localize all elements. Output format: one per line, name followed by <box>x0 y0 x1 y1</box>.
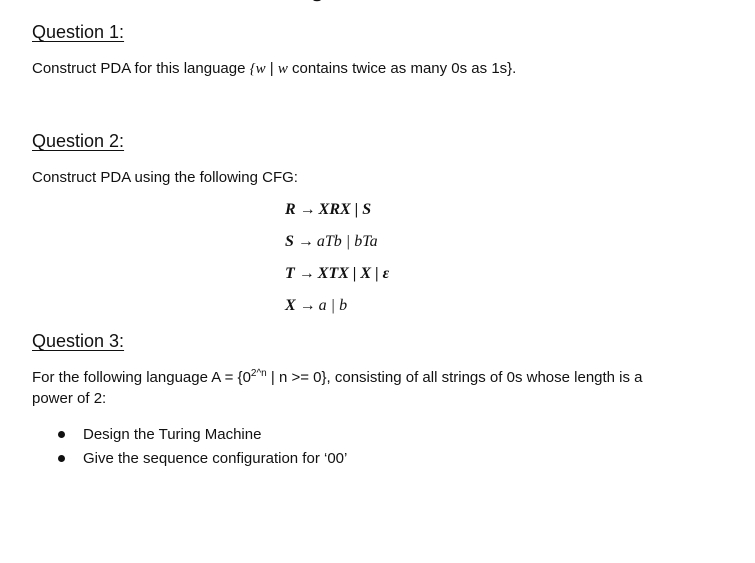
rule-rhs: aTb | bTa <box>316 233 378 250</box>
question-2-intro: Construct PDA using the following CFG: <box>32 169 298 186</box>
arrow-icon: → <box>299 297 316 314</box>
list-item <box>52 449 347 473</box>
arrow-icon: → <box>298 265 315 282</box>
q3-text-line2: power of 2: <box>32 390 107 407</box>
question-2-heading: Question 2: <box>32 131 125 151</box>
q1-text-end: }. <box>507 60 517 77</box>
rule-lhs: S <box>285 233 294 250</box>
arrow-icon: → <box>299 201 316 218</box>
q3-text-post: | n >= 0}, consisting of all strings of 0s whose length is a <box>266 369 643 386</box>
cfg-rule-t <box>285 265 389 283</box>
rule-rhs: a | b <box>318 297 348 314</box>
question-1-text <box>32 58 516 80</box>
list-item <box>52 425 347 449</box>
cfg-rule-x <box>285 297 347 315</box>
arrow-icon: → <box>297 233 314 250</box>
q1-text-pre: Construct PDA for this language <box>32 60 250 77</box>
rule-rhs: XRX | S <box>318 201 372 218</box>
bullet-icon <box>58 455 65 462</box>
question-3-bullet-list <box>52 425 347 473</box>
bullet-icon <box>58 431 65 438</box>
rule-lhs: X <box>285 297 296 314</box>
q3-superscript: 2^n <box>250 368 267 379</box>
rule-lhs: T <box>285 265 295 282</box>
q1-bar: | <box>265 60 278 77</box>
question-3-text <box>32 367 643 409</box>
question-3-heading: Question 3: <box>32 331 125 351</box>
q1-text-mid: contains twice as many 0s as 1s <box>287 60 508 77</box>
q1-var-w: w <box>277 61 288 77</box>
rule-lhs: R <box>285 201 296 218</box>
question-1-heading: Question 1: <box>32 22 125 42</box>
bullet-text: Give the sequence configuration for ‘00’ <box>83 450 348 467</box>
cfg-rule-s <box>285 233 378 251</box>
q3-text-pre: For the following language A = {0 <box>32 369 251 386</box>
bullet-text: Design the Turing Machine <box>83 426 262 443</box>
cfg-rule-r <box>285 201 371 219</box>
cropped-text-fragment <box>310 0 324 2</box>
q1-set-open: {w <box>249 61 266 77</box>
rule-rhs: XTX | X | ε <box>317 265 390 282</box>
